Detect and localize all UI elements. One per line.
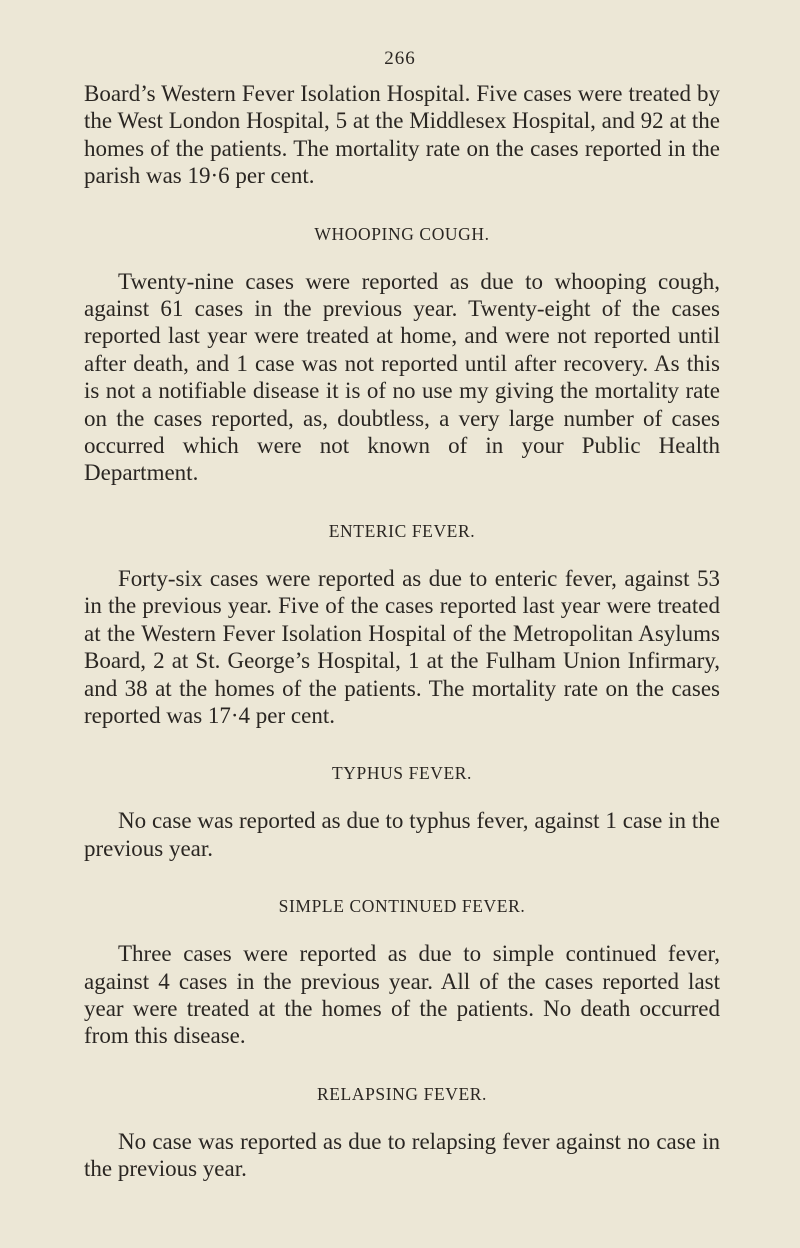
relapsing-fever-paragraph: No case was reported as due to relapsing fever against no case in the previous year. bbox=[84, 1128, 720, 1182]
whooping-cough-paragraph: Twenty-nine cases were reported as due to whooping cough, against 61 cases in the previous year. Twenty-eight of the cases reported last year were treated at home, and were not reported until after death, and 1 case was not reported until after recovery. As this is not a notifiable disease it is of no use my giving the mortality rate on the cases reported, as, doubtless, a very large number of cases occurred which were not known of in your Public Health Department. bbox=[84, 268, 720, 486]
text-column bbox=[84, 80, 720, 1183]
enteric-fever-paragraph: Forty-six cases were reported as due to enteric fever, against 53 in the previous year. Five of the cases reported last year were treated at the Western Fever Isolation Hospital of the Metropolitan Asylums Board, 2 at St. George’s Hospital, 1 at the Fulham Union Infirmary, and 38 at the homes of the patients. The mortality rate on the cases reported was 17·4 per cent. bbox=[84, 565, 720, 728]
whooping-cough-heading: WHOOPING COUGH. bbox=[314, 223, 490, 244]
enteric-fever-heading: ENTERIC FEVER. bbox=[328, 520, 476, 541]
typhus-fever-heading: TYPHUS FEVER. bbox=[331, 763, 473, 784]
page-number: 266 bbox=[384, 48, 416, 69]
relapsing-fever-heading: RELAPSING FEVER. bbox=[316, 1083, 488, 1104]
typhus-fever-paragraph: No case was reported as due to typhus fever, against 1 case in the previous year. bbox=[84, 808, 720, 861]
simple-continued-fever-paragraph: Three cases were reported as due to simple continued fever, against 4 cases in the previous year. All of the cases reported last year were treated at the homes of the patients. No death occurred from this disease. bbox=[84, 941, 720, 1049]
intro-paragraph: Board’s Western Fever Isolation Hospital. Five cases were treated by the West London Hospital, 5 at the Middlesex Hospital, and 92 at the homes of the patients. The mortality rate on the cases reported in the parish was 19·6 per cent. bbox=[84, 81, 720, 189]
simple-continued-fever-heading: SIMPLE CONTINUED FEVER. bbox=[278, 896, 526, 917]
